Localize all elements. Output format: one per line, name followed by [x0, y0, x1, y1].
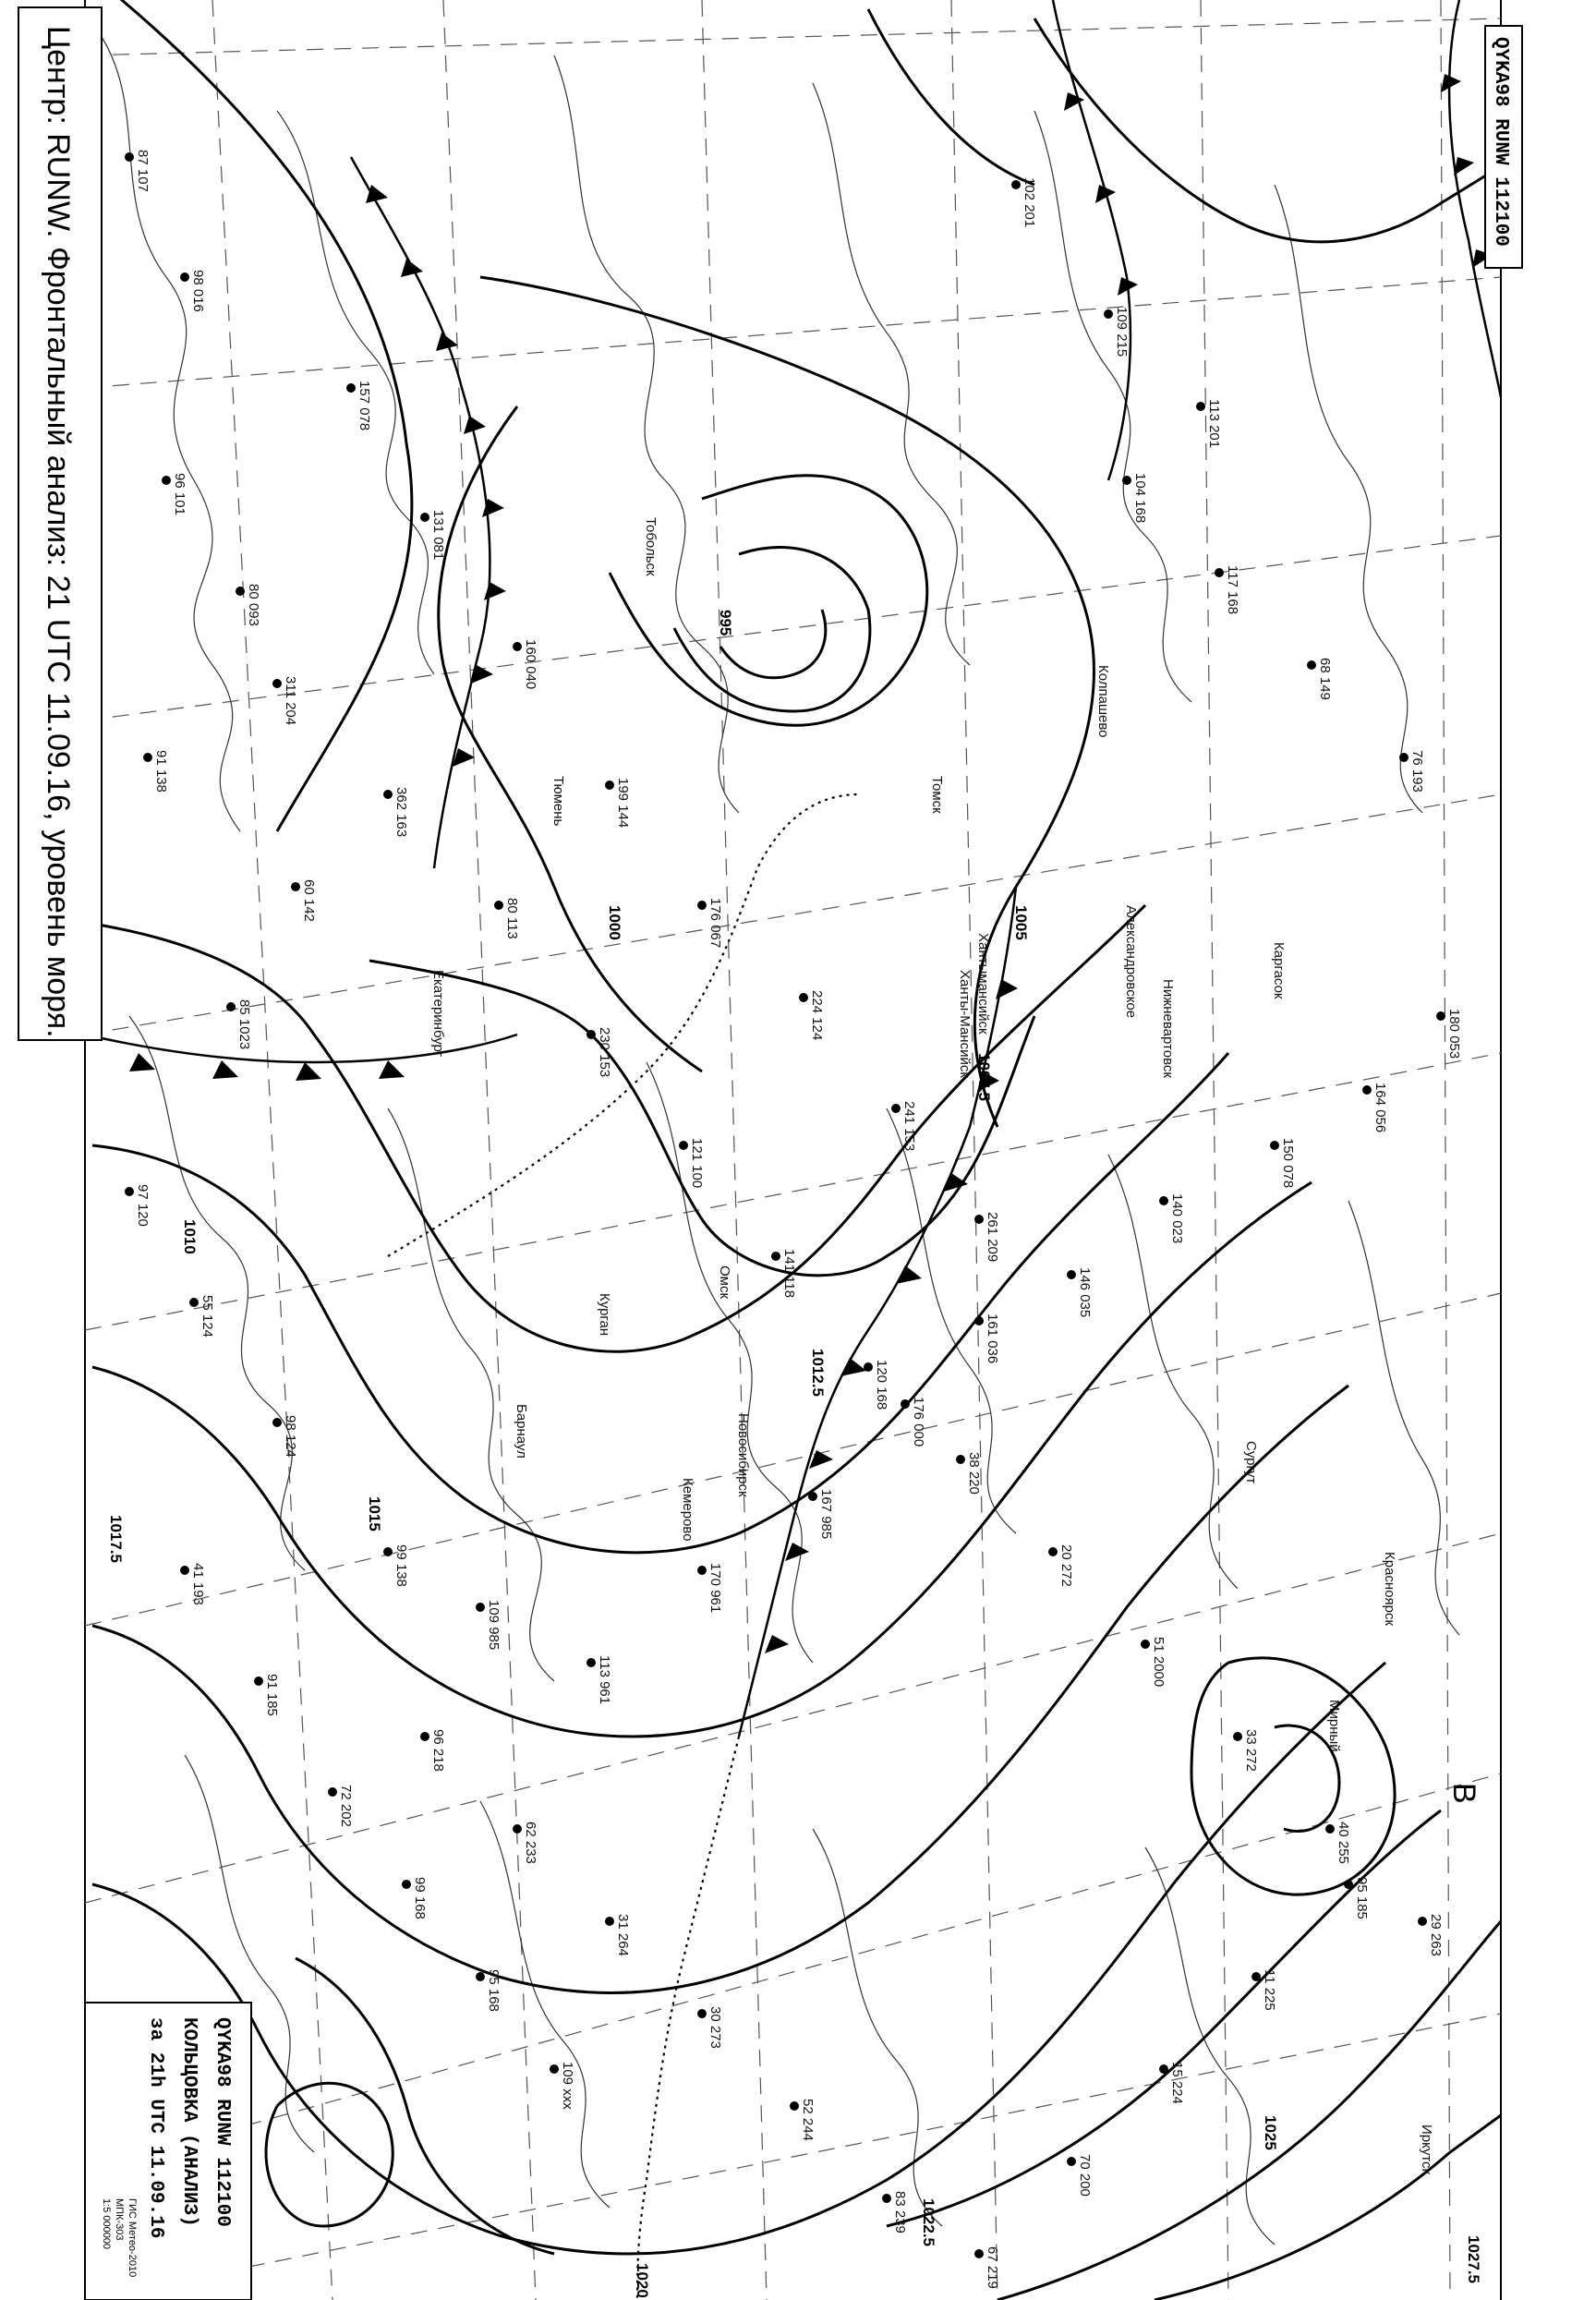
station-name-label: Тобольск — [643, 517, 659, 576]
station-marker — [254, 1677, 263, 1686]
station-marker — [1067, 2157, 1076, 2166]
isobar-value-label: 1005 — [1012, 905, 1030, 940]
station-name-label: Новосибирск — [735, 1413, 751, 1497]
header-code: QYKA98 RUNW 112100 — [1490, 37, 1511, 247]
station-marker — [1233, 1732, 1242, 1741]
station-code: 230 153 — [597, 1027, 612, 1078]
header-code-box — [1485, 26, 1522, 268]
station-marker — [272, 679, 282, 688]
isobar-value-label: 1012.5 — [809, 1349, 827, 1397]
station-marker — [550, 2064, 559, 2074]
station-marker — [346, 383, 356, 393]
station-marker — [1104, 309, 1113, 319]
isobar-value-label: 1025 — [1262, 2115, 1279, 2150]
station-code: 176 000 — [911, 1397, 926, 1447]
isobar-value-label: 1017.5 — [107, 1515, 125, 1563]
station-name-label: Ханты-Мансийск — [957, 970, 973, 1078]
station-code: 164 056 — [1372, 1083, 1388, 1133]
analysis-stamp — [85, 2003, 251, 2300]
station-marker — [1196, 402, 1205, 411]
station-marker — [494, 901, 503, 910]
station-marker — [383, 1547, 393, 1556]
station-marker — [180, 272, 189, 282]
isobar-value-label: 1022.5 — [920, 2198, 937, 2246]
station-code: 60 142 — [301, 879, 317, 922]
station-code: 146 035 — [1077, 1267, 1093, 1318]
station-marker — [605, 781, 614, 790]
isobar-value-label: 1015 — [366, 1496, 383, 1531]
station-code: 131 081 — [430, 510, 446, 561]
station-code: 99 138 — [393, 1544, 409, 1587]
isobar-value-label: 1000 — [606, 905, 623, 940]
station-marker — [272, 1418, 282, 1427]
station-marker — [974, 1316, 984, 1326]
isobar-value-label: 995 — [717, 610, 734, 636]
station-name-label: Александровское — [1123, 905, 1139, 1019]
station-code: 72 202 — [338, 1785, 354, 1827]
station-code: 140 023 — [1169, 1193, 1185, 1244]
station-code: 96 218 — [430, 1729, 446, 1772]
station-code: 40 255 — [1336, 1822, 1351, 1864]
station-code: 113 201 — [1206, 399, 1222, 449]
station-code: 113 961 — [597, 1655, 612, 1705]
station-name-label: Томск — [929, 776, 945, 814]
station-code: 150 078 — [1280, 1138, 1296, 1189]
station-code: 41 193 — [190, 1563, 206, 1605]
station-marker — [799, 993, 808, 1002]
station-marker — [420, 513, 429, 522]
station-marker — [189, 1298, 199, 1307]
station-code: 102 201 — [1022, 177, 1037, 228]
station-marker — [1399, 753, 1409, 762]
station-code: 38 220 — [966, 1452, 982, 1495]
station-marker — [790, 2101, 799, 2111]
station-marker — [974, 1215, 984, 1224]
station-code: 160 040 — [523, 639, 538, 690]
station-code: 80 093 — [246, 584, 261, 626]
station-marker — [476, 1603, 485, 1612]
station-code: 67 219 — [985, 2246, 1000, 2289]
station-marker — [974, 2249, 984, 2258]
station-code: 55 124 — [200, 1295, 215, 1338]
station-code: 141 118 — [781, 1249, 797, 1299]
station-marker — [236, 587, 245, 596]
station-marker — [1418, 1917, 1427, 1926]
station-marker — [771, 1252, 780, 1261]
isobar-value-label: 1020 — [634, 2263, 651, 2298]
station-marker — [1122, 476, 1131, 485]
station-marker — [882, 2194, 891, 2203]
station-name-label: Хантымансийск — [975, 933, 991, 1035]
station-marker — [1159, 2064, 1168, 2074]
station-code: 224 124 — [809, 990, 825, 1041]
station-marker — [125, 152, 134, 162]
station-marker — [697, 1566, 707, 1575]
station-code: 11 225 — [1262, 1969, 1277, 2011]
station-marker — [402, 1880, 411, 1889]
station-marker — [383, 790, 393, 799]
station-code: 161 036 — [985, 1313, 1000, 1364]
station-code: 104 168 — [1132, 473, 1148, 524]
station-marker — [1344, 1880, 1353, 1889]
station-code: 70 200 — [1077, 2154, 1093, 2197]
station-marker — [1325, 1824, 1335, 1834]
station-marker — [328, 1787, 337, 1797]
isobar-value-label: 1010 — [181, 1219, 199, 1254]
stamp-line-1: QYKA98 RUNW 112100 — [212, 2017, 233, 2227]
station-marker — [513, 1824, 522, 1834]
station-code: 95 185 — [1354, 1877, 1370, 1919]
station-code: 157 078 — [357, 381, 372, 431]
station-marker — [1436, 1011, 1445, 1021]
station-name-label: Мирный — [1326, 1700, 1342, 1752]
station-code: 117 168 — [1225, 565, 1240, 615]
station-name-label: Сургут — [1243, 1441, 1259, 1484]
station-name-label: Тюмень — [550, 776, 566, 827]
station-marker — [1270, 1141, 1279, 1150]
station-code: 80 113 — [504, 898, 520, 939]
station-code: 29 263 — [1428, 1914, 1444, 1956]
station-marker — [162, 476, 171, 485]
station-code: 176 067 — [707, 898, 723, 949]
station-code: 120 168 — [874, 1360, 889, 1410]
station-marker — [1362, 1085, 1372, 1095]
station-code: 109 215 — [1114, 307, 1130, 357]
station-marker — [697, 2009, 707, 2018]
station-marker — [513, 642, 522, 651]
isobar-value-label: 1027.5 — [1465, 2235, 1482, 2283]
station-marker — [605, 1917, 614, 1926]
station-marker — [1307, 660, 1316, 670]
station-code: 121 100 — [689, 1138, 705, 1189]
station-name-label: Омск — [717, 1265, 732, 1300]
station-code: 51 2000 — [1151, 1637, 1167, 1688]
station-code: 62 233 — [523, 1822, 538, 1864]
station-marker — [901, 1399, 910, 1409]
station-marker — [143, 753, 152, 762]
station-code: 33 272 — [1243, 1729, 1259, 1772]
stamp-line-2: КОЛЬЦОВКА (АНАЛИЗ) — [178, 2017, 200, 2227]
station-code: 15 224 — [1169, 2062, 1185, 2104]
station-code: 68 149 — [1317, 658, 1333, 700]
station-marker — [891, 1104, 901, 1113]
station-name-label: Иркутск — [1419, 2124, 1434, 2175]
station-code: 261 209 — [985, 1212, 1000, 1263]
station-marker — [1067, 1270, 1076, 1279]
station-marker — [1141, 1640, 1150, 1649]
station-code: 87 107 — [135, 150, 151, 192]
stamp-line-3: за 21h UTC 11.09.16 — [145, 2017, 166, 2239]
high-pressure-letter: B — [1446, 1783, 1481, 1804]
station-name-label: Барнаул — [514, 1404, 529, 1459]
stamp-footer-2: МПК-303 — [114, 2198, 125, 2241]
station-name-label: Каргасок — [1271, 942, 1287, 999]
station-code: 76 193 — [1409, 750, 1425, 793]
station-marker — [1251, 1972, 1261, 1981]
station-marker — [1048, 1547, 1058, 1556]
station-name-label: Курган — [597, 1293, 612, 1337]
station-code: 98 016 — [190, 270, 206, 312]
station-name-label: Нижневартовск — [1160, 979, 1176, 1078]
station-marker — [1159, 1196, 1168, 1205]
map-title: Центр: RUNW. Фронтальный анализ: 21 UTC 11.09.16, уровень моря. — [41, 26, 76, 1038]
station-marker — [808, 1492, 817, 1501]
station-name-label: Колпашево — [1095, 665, 1111, 738]
station-code: 31 264 — [615, 1914, 631, 1956]
station-marker — [956, 1455, 965, 1464]
station-code: 109 xxx — [560, 2062, 575, 2110]
station-code: 99 168 — [412, 1877, 428, 1919]
station-marker — [586, 1030, 596, 1039]
station-code: 170 961 — [707, 1563, 723, 1614]
station-marker — [1215, 568, 1224, 577]
station-name-label: Екатеринбург — [430, 970, 446, 1058]
station-code: 30 273 — [707, 2006, 723, 2049]
station-marker — [476, 1972, 485, 1981]
station-code: 52 244 — [800, 2099, 816, 2141]
station-code: 96 101 — [172, 473, 187, 515]
station-marker — [420, 1732, 429, 1741]
station-code: 20 272 — [1058, 1544, 1074, 1587]
station-marker — [586, 1658, 596, 1667]
station-code: 95 168 — [486, 1969, 502, 2012]
station-marker — [291, 882, 300, 891]
stamp-footer-1: ГИС Метео-2010 — [127, 2198, 138, 2278]
isobar-value-label: 1007.5 — [975, 1053, 993, 1101]
station-code: 311 204 — [283, 676, 298, 726]
station-marker — [864, 1362, 873, 1372]
station-marker — [226, 1002, 236, 1011]
station-marker — [125, 1187, 134, 1196]
title-banner — [18, 7, 102, 1040]
station-code: 97 120 — [135, 1184, 151, 1227]
station-code: 109 985 — [486, 1600, 502, 1651]
station-code: 180 053 — [1446, 1009, 1462, 1059]
station-name-label: Красноярск — [1382, 1552, 1397, 1627]
stamp-footer-3: 1:5 000000 — [101, 2198, 112, 2250]
station-code: 362 163 — [393, 787, 409, 838]
station-code: 91 138 — [153, 750, 169, 793]
station-code: 167 985 — [818, 1489, 834, 1540]
station-code: 98 124 — [283, 1415, 298, 1458]
station-name-label: Кемерово — [680, 1478, 695, 1542]
station-code: 85 1023 — [236, 999, 252, 1050]
station-marker — [180, 1566, 189, 1575]
station-code: 241 153 — [901, 1101, 917, 1152]
station-marker — [697, 901, 707, 910]
station-marker — [1011, 180, 1021, 189]
station-code: 91 185 — [264, 1674, 280, 1716]
station-marker — [679, 1141, 688, 1150]
station-code: 83 239 — [892, 2191, 908, 2233]
station-code: 199 144 — [615, 778, 631, 829]
